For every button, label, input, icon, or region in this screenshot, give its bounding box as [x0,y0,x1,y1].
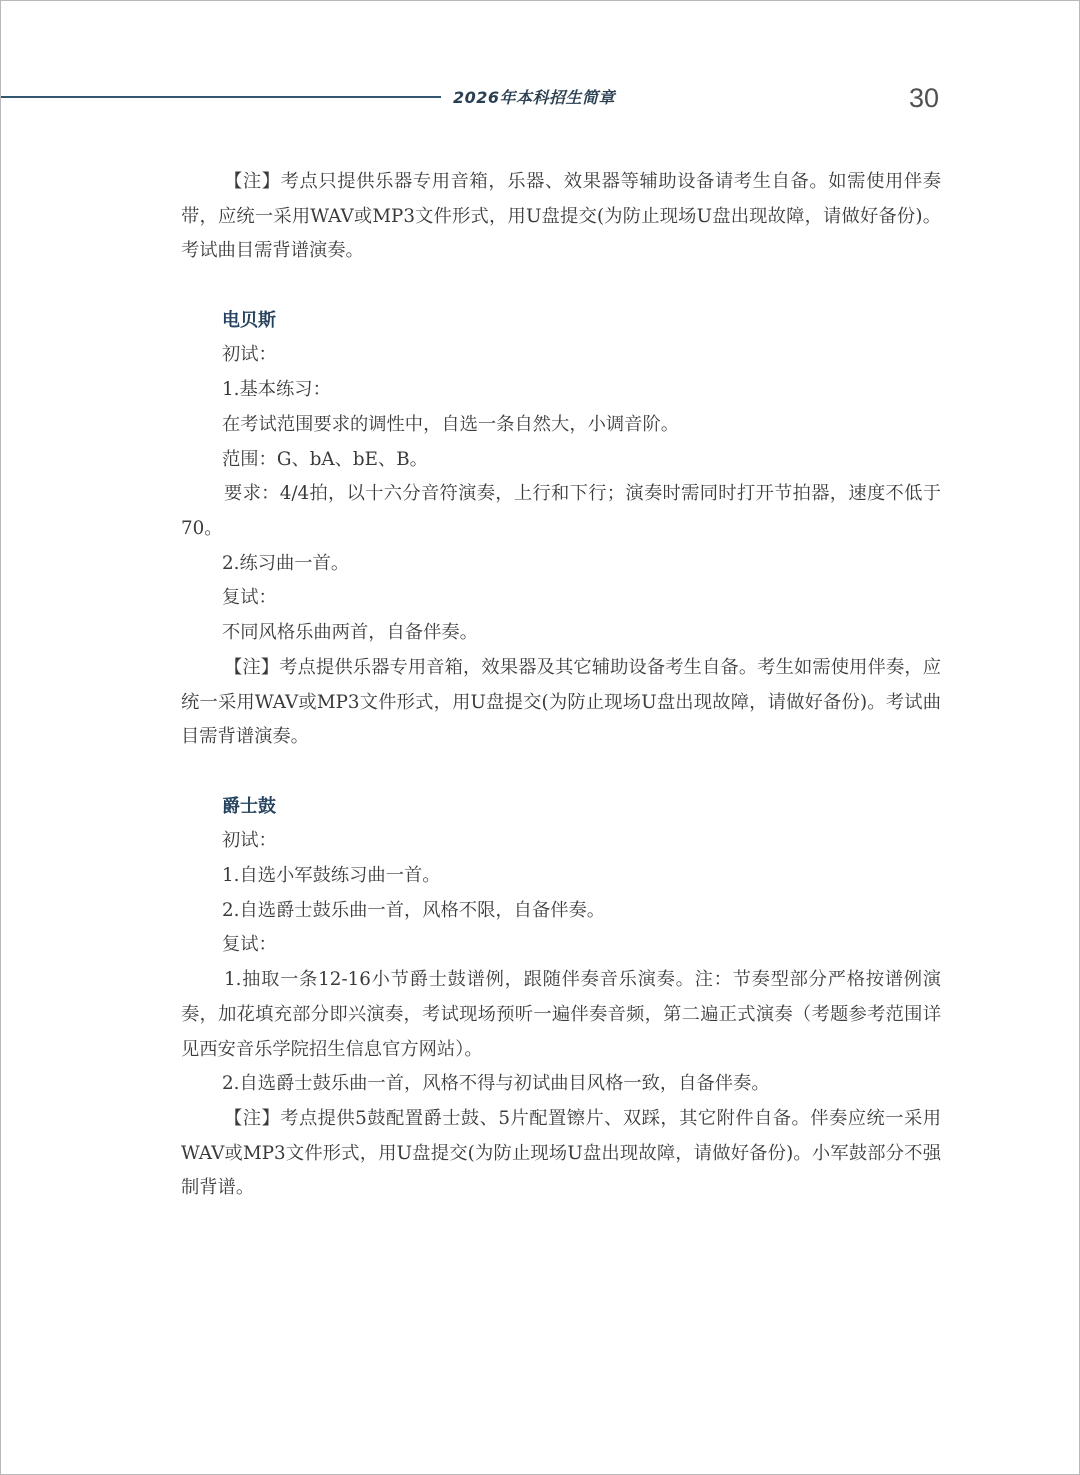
page-content [181,165,941,1206]
section-gap [181,755,941,790]
drum-free-piece: 2.自选爵士鼓乐曲一首，风格不限，自备伴奏。 [222,899,606,921]
bass-basic-practice: 1.基本练习： [222,379,331,401]
bass-retest-pieces: 不同风格乐曲两首，自备伴奏。 [222,622,478,644]
section-jazz-drum [181,790,941,1206]
header-rule [1,96,441,98]
drum-note: 【注】考点提供5鼓配置爵士鼓、5片配置镲片、双踩，其它附件自备。伴奏应统一采用WAV或MP3文件形式，用U盘提交(为防止现场U盘出现故障，请做好备份)。小军鼓部分不强制背谱。 [181,1107,941,1199]
bass-requirement: 要求：4/4拍，以十六分音符演奏，上行和下行；演奏时需同时打开节拍器，速度不低于70。 [181,483,941,539]
bass-retest-label: 复试： [222,587,277,609]
drum-snare-etude: 1.自选小军鼓练习曲一首。 [222,865,441,886]
section-gap [181,269,941,304]
bass-key-range: 范围：G、bA、bE、B。 [222,448,428,470]
section-title-electric-bass: 电贝斯 [222,309,276,331]
page-number: 30 [909,83,940,113]
bass-note: 【注】考点提供乐器专用音箱，效果器及其它辅助设备考生自备。考生如需使用伴奏，应统一采用WAV或MP3文件形式，用U盘提交(为防止现场U盘出现故障，请做好备份)。考试曲目需背谱演奏。 [181,656,941,748]
bass-etude: 2.练习曲一首。 [222,552,350,574]
drum-retest-item-2: 2.自选爵士鼓乐曲一首，风格不得与初试曲目风格一致，自备伴奏。 [222,1073,770,1095]
drum-retest-label: 复试： [222,934,277,956]
section-electric-bass [181,304,941,755]
header-title: 2026年本科招生简章 [453,88,616,107]
drum-preliminary-label: 初试： [222,830,277,852]
bass-preliminary-label: 初试： [222,344,277,366]
section-title-jazz-drum: 爵士鼓 [222,795,276,817]
intro-note: 【注】考点只提供乐器专用音箱，乐器、效果器等辅助设备请考生自备。如需使用伴奏带，应统一采用WAV或MP3文件形式，用U盘提交(为防止现场U盘出现故障，请做好备份)。考试曲目需背谱演奏。 [181,171,941,262]
bass-scale-instruction: 在考试范围要求的调性中，自选一条自然大，小调音阶。 [222,413,680,435]
drum-retest-item-1: 1.抽取一条12-16小节爵士鼓谱例，跟随伴奏音乐演奏。注：节奏型部分严格按谱例演奏，加花填充部分即兴演奏，考试现场预听一遍伴奏音频，第二遍正式演奏（考题参考范围详见西安音乐学院招生信息官方网站）。 [181,969,941,1060]
